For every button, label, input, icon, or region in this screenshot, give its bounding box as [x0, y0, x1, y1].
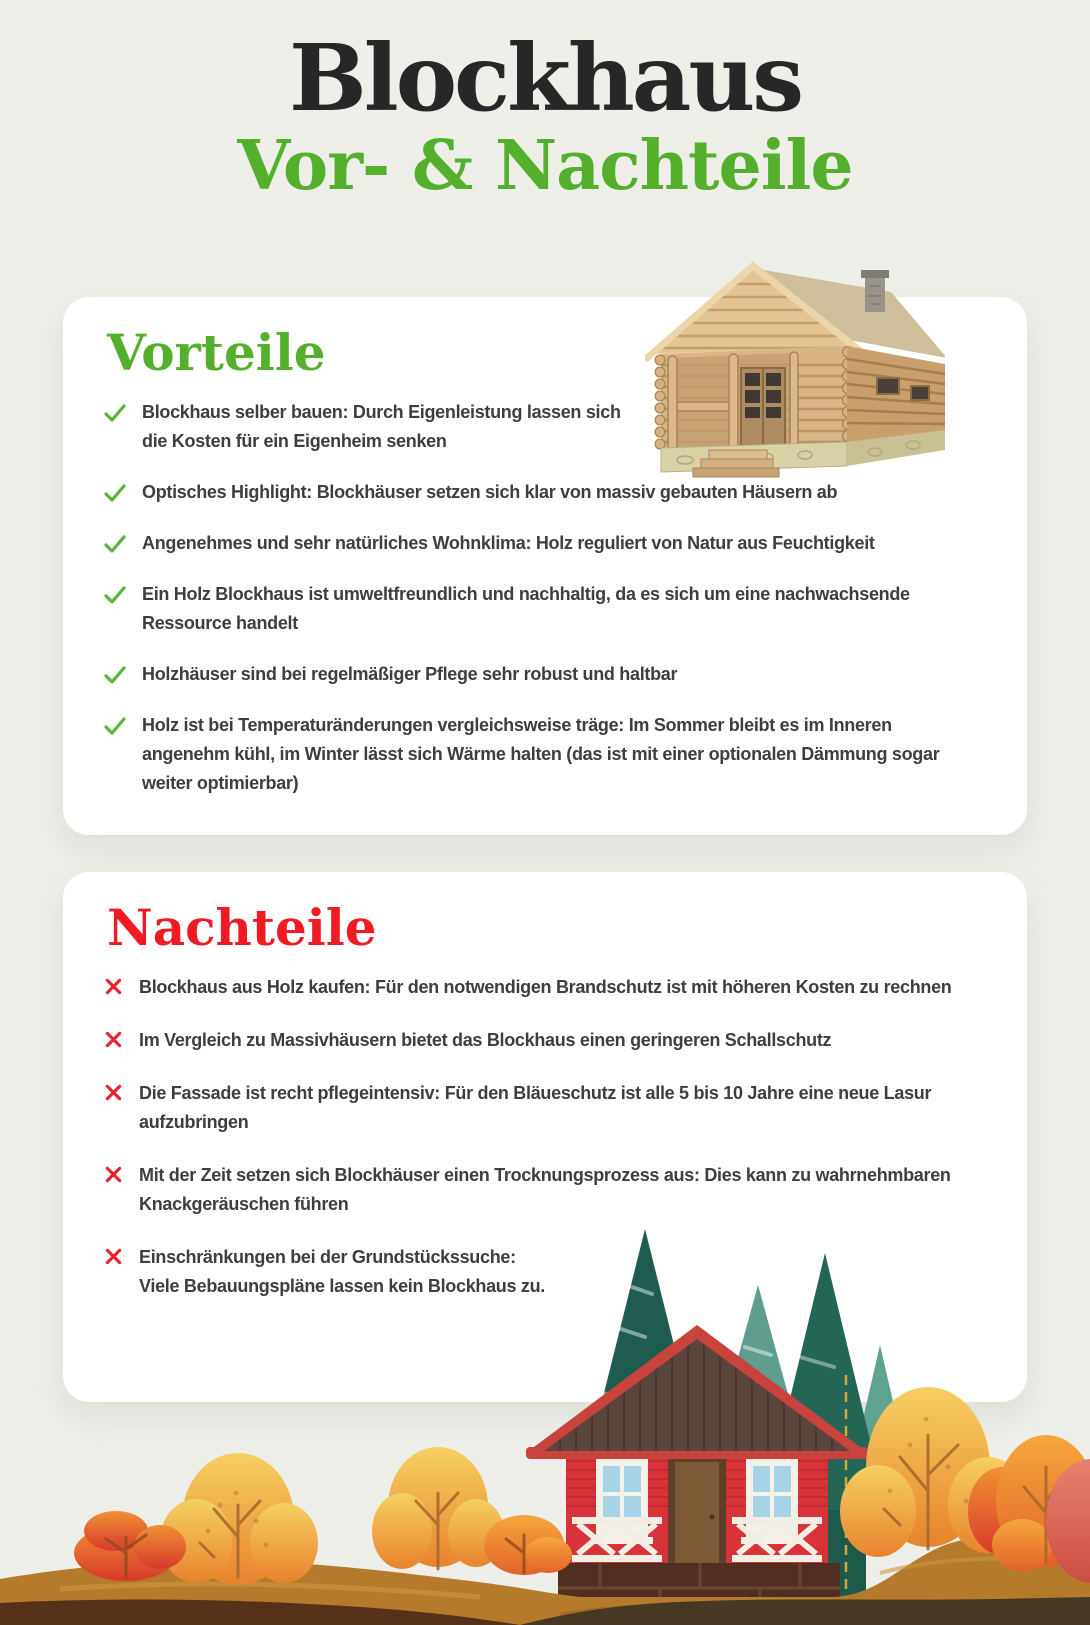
list-item — [103, 711, 999, 798]
cross-icon — [103, 1246, 124, 1267]
list-item-text: Ein Holz Blockhaus ist umweltfreundlich und nachhaltig, da es sich um eine nachwachsende Ressource handelt — [142, 583, 910, 633]
list-item — [103, 529, 999, 558]
page-subtitle: Vor- & Nachteile — [237, 125, 853, 206]
page-title: Blockhaus — [288, 24, 802, 132]
house-railing-rails — [572, 1517, 822, 1562]
cross-icon — [103, 1082, 124, 1103]
check-icon — [103, 714, 127, 738]
bush — [160, 1453, 318, 1585]
cross-icon — [103, 1164, 124, 1185]
list-item-text: Blockhaus aus Holz kaufen: Für den notwendigen Brandschutz ist mit höheren Kosten zu rechnen — [139, 976, 952, 997]
house-railing — [578, 1524, 816, 1554]
list-item-line: Viele Bebauungspläne lassen kein Blockhaus zu. — [139, 1275, 546, 1296]
house-door — [668, 1455, 726, 1563]
list-item-text: Angenehmes und sehr natürliches Wohnklima: Holz reguliert von Natur aus Feuchtigkeit — [142, 532, 875, 553]
check-icon — [103, 481, 127, 505]
check-icon — [103, 401, 127, 425]
check-icon — [103, 583, 127, 607]
ground — [0, 1536, 1090, 1625]
house-window — [591, 1459, 653, 1544]
list-item — [103, 1243, 999, 1301]
check-icon — [103, 663, 127, 687]
list-item-text: Holz ist bei Temperaturänderungen vergleichsweise träge: Im Sommer bleibt es im Inneren angenehm kühl, im Winter lässt sich Wärme halten (das ist mit einer optionalen Dämmung sogar weiter optimierbar) — [142, 714, 940, 793]
bush — [74, 1511, 186, 1581]
check-icon — [103, 532, 127, 556]
list-item — [103, 580, 999, 638]
list-item — [103, 660, 999, 689]
list-item — [103, 398, 999, 456]
nachteile-list — [63, 973, 1027, 1301]
list-item-line: Einschränkungen bei der Grundstückssuche: — [139, 1246, 516, 1267]
list-item-text: Optisches Highlight: Blockhäuser setzen sich klar von massiv gebauten Häusern ab — [142, 481, 838, 502]
nachteile-heading: Nachteile — [107, 898, 377, 957]
autumn-bushes — [74, 1387, 1090, 1585]
house-brick-base — [558, 1563, 840, 1613]
bush — [1046, 1459, 1090, 1583]
list-item-text: Die Fassade ist recht pflegeintensiv: Für den Bläueschutz ist alle 5 bis 10 Jahre eine neue Lasur aufzubringen — [139, 1082, 932, 1132]
bush — [968, 1467, 1036, 1555]
header — [0, 0, 1090, 206]
house-wall — [566, 1451, 828, 1563]
bush — [484, 1515, 572, 1575]
bush — [992, 1435, 1090, 1571]
list-item — [103, 1161, 999, 1219]
list-item — [103, 1026, 999, 1055]
vorteile-list — [63, 398, 1027, 798]
list-item-text — [139, 1243, 545, 1301]
vorteile-card — [63, 297, 1027, 835]
list-item — [103, 478, 999, 507]
list-item — [103, 1079, 999, 1137]
list-item — [103, 973, 999, 1002]
cross-icon — [103, 976, 124, 997]
bush — [840, 1387, 1028, 1557]
list-item-text: Mit der Zeit setzen sich Blockhäuser einen Trocknungsprozess aus: Dies kann zu wahrnehmbaren Knackgeräuschen führen — [139, 1164, 951, 1214]
bush — [372, 1447, 504, 1569]
vorteile-heading: Vorteile — [107, 323, 326, 382]
nachteile-card — [63, 872, 1027, 1402]
list-item-text: Blockhaus selber bauen: Durch Eigenleistung lassen sich die Kosten für ein Eigenheim senken — [142, 401, 621, 451]
list-item-text: Holzhäuser sind bei regelmäßiger Pflege sehr robust und haltbar — [142, 663, 678, 684]
list-item-text: Im Vergleich zu Massivhäusern bietet das Blockhaus einen geringeren Schallschutz — [139, 1029, 832, 1050]
cross-icon — [103, 1029, 124, 1050]
house-window — [741, 1459, 803, 1544]
